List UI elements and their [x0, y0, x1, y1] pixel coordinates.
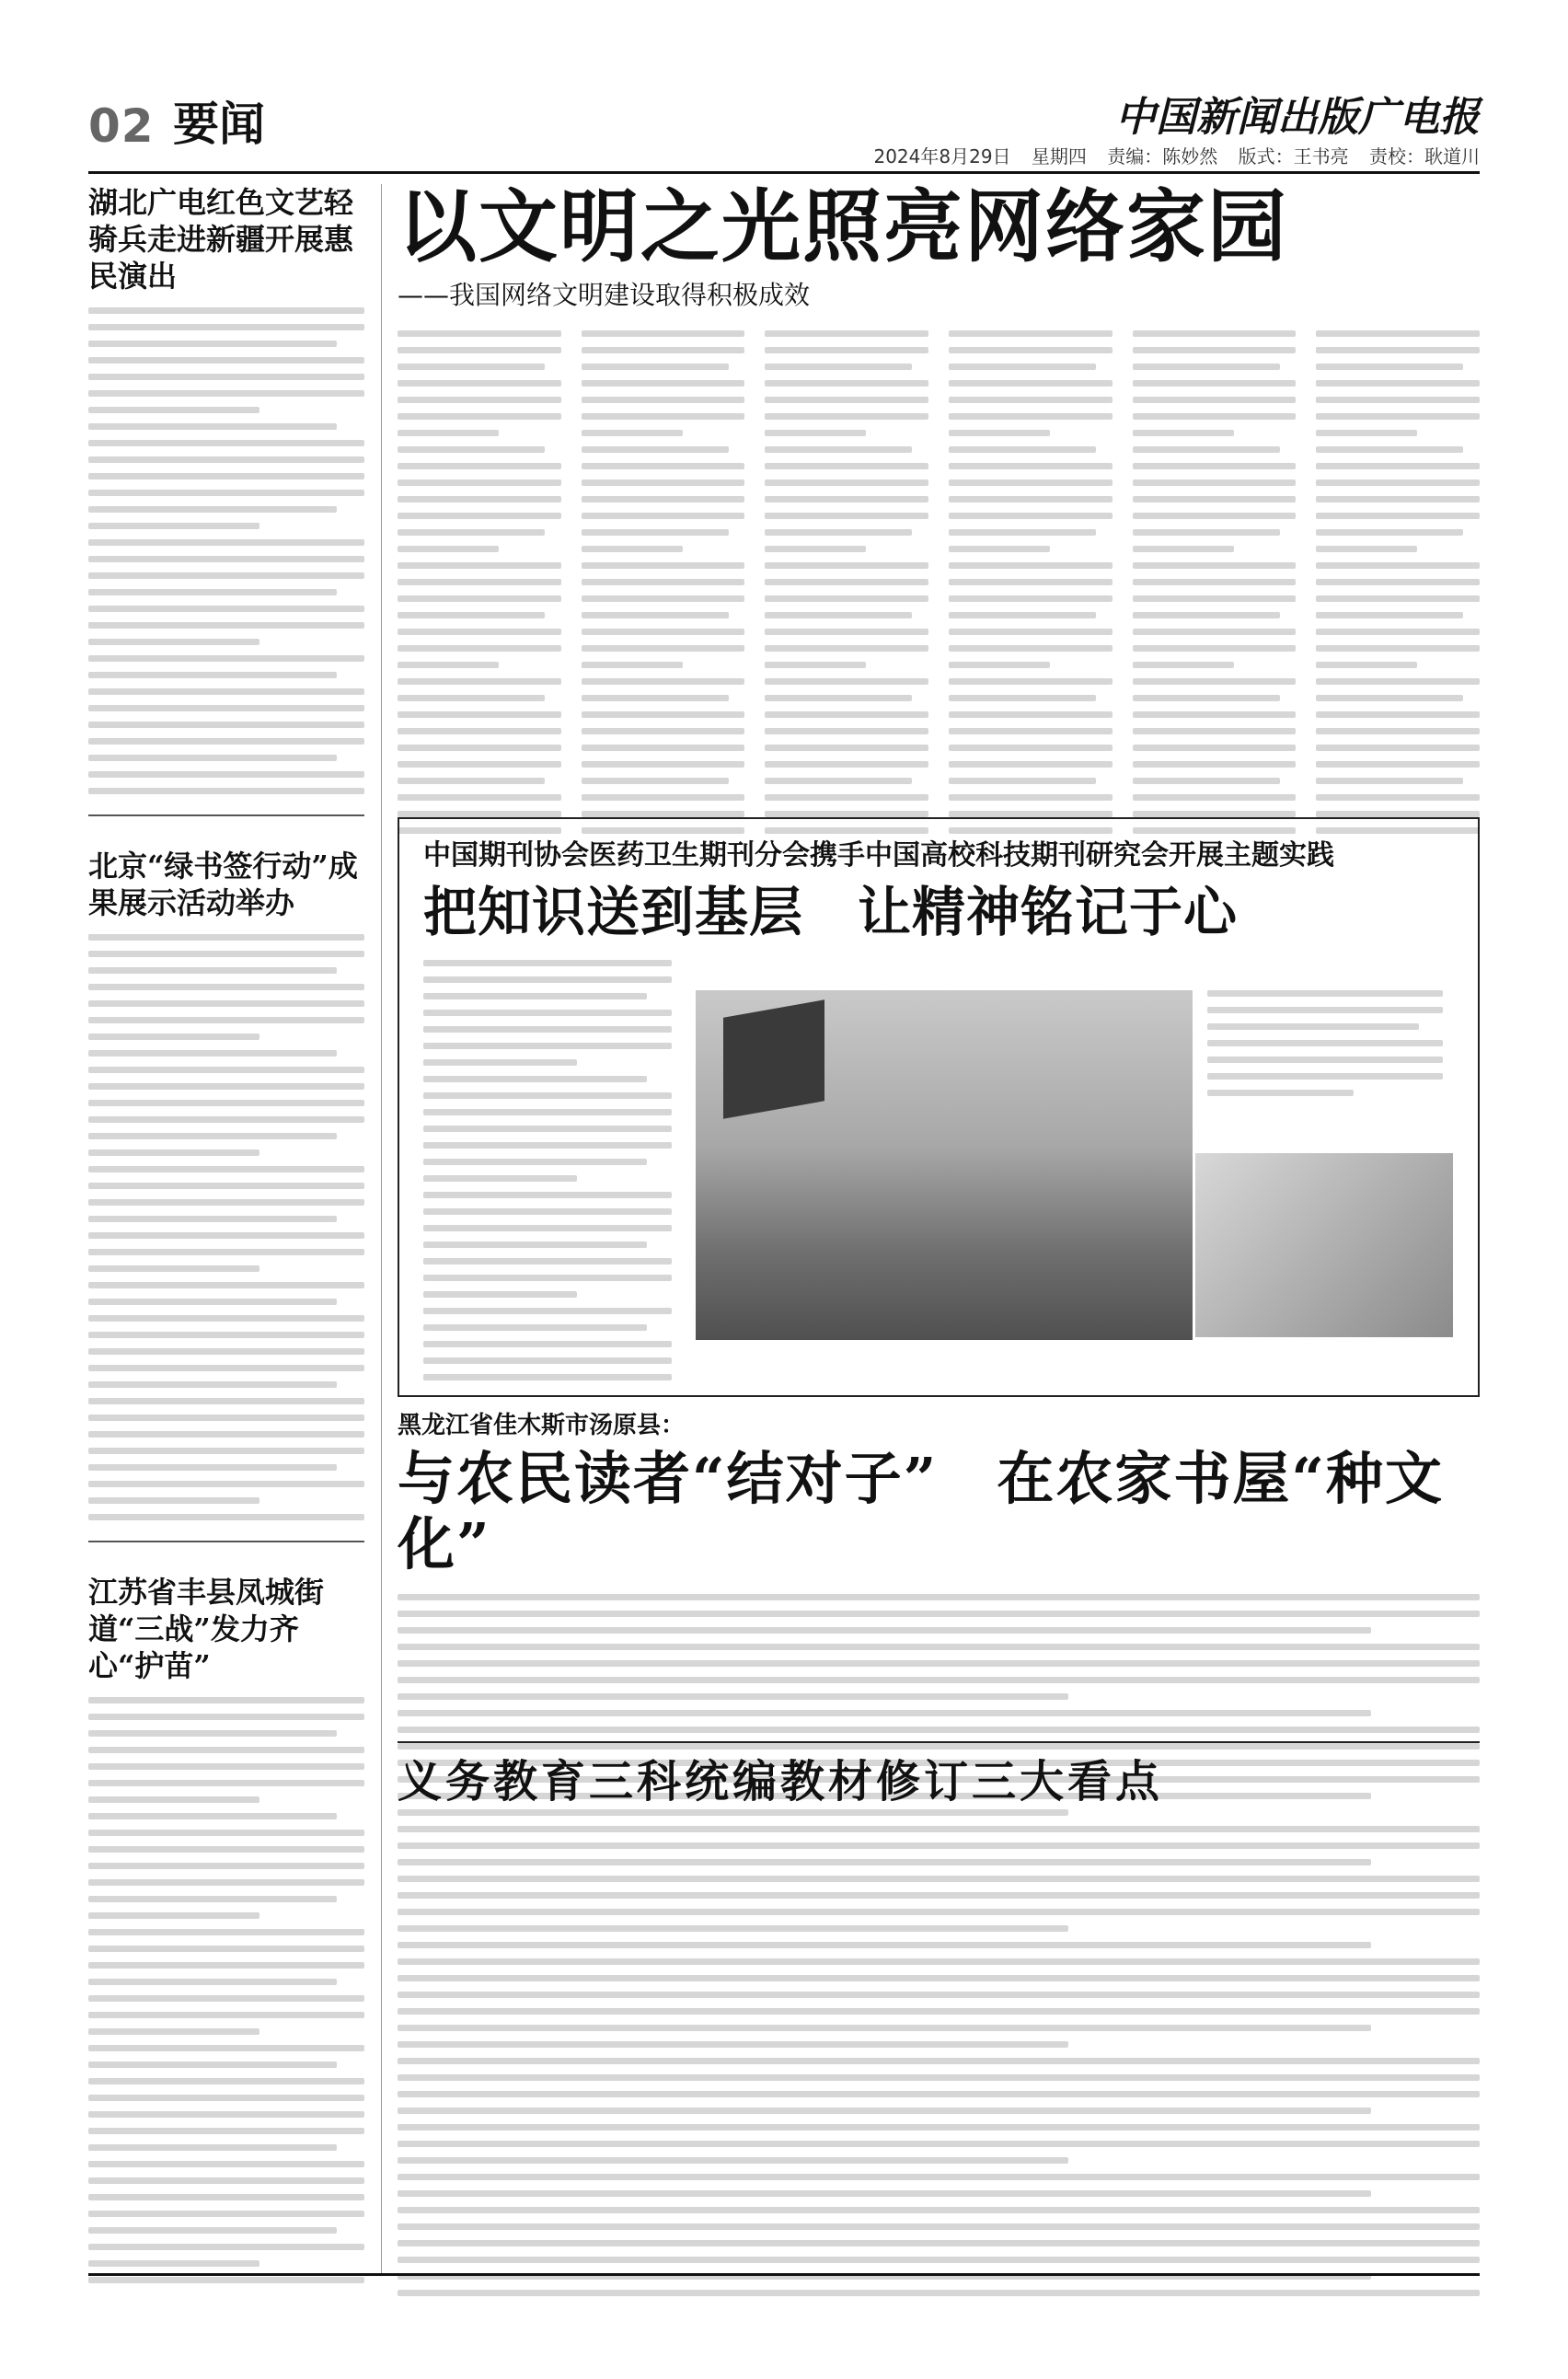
fourth-body: [398, 1826, 1480, 2296]
proofreader: 责校：耿道川: [1369, 145, 1480, 167]
flag-shape: [723, 999, 824, 1118]
photo-caption: [1207, 990, 1443, 1096]
section-name: 要闻: [173, 97, 265, 151]
editor: 责编：陈妙然: [1107, 145, 1218, 167]
lead-subtitle: ——我国网络文明建设取得积极成效: [398, 279, 811, 310]
fourth-title: 义务教育三科统编教材修订三大看点: [398, 1756, 1164, 1807]
story-body: [88, 1697, 364, 2283]
fourth-story: [398, 1756, 1480, 2296]
third-kicker: 黑龙江省佳木斯市汤原县：: [398, 1412, 686, 1439]
left-story: [88, 1574, 364, 2304]
photo-procession: [696, 990, 1193, 1340]
left-story: [88, 184, 364, 816]
issue-date: 2024年8月29日: [873, 145, 1011, 167]
page-number: 02: [88, 99, 155, 153]
lead-story: [398, 180, 1480, 834]
third-title: 与农民读者“结对子” 在农家书屋“种文化”: [398, 1445, 1444, 1578]
story-body: [88, 934, 364, 1520]
issue-weekday: 星期四: [1031, 145, 1087, 167]
paper-name: 中国新闻出版广电报: [1115, 94, 1480, 141]
left-story: [88, 848, 364, 1542]
column-rule: [381, 184, 382, 2273]
footer-rule: [88, 2273, 1480, 2276]
feature-title: 把知识送到基层 让精神铭记于心: [423, 881, 1239, 943]
story-title: 北京“绿书签行动”成果展示活动举办: [88, 849, 358, 920]
lead-title: 以文明之光照亮网络家园: [398, 180, 1288, 273]
lead-body: [398, 330, 1480, 834]
story-body: [88, 307, 364, 794]
feature-kicker: 中国期刊协会医药卫生期刊分会携手中国高校科技期刊研究会开展主题实践: [423, 839, 1334, 872]
issue-meta: [859, 147, 1480, 166]
story-title: 江苏省丰县凤城街道“三战”发力齐心“护苗”: [88, 1575, 325, 1683]
story-title: 湖北广电红色文艺轻骑兵走进新疆开展惠民演出: [88, 185, 354, 294]
left-column: [88, 184, 364, 2335]
designer: 版式：王书亮: [1238, 145, 1349, 167]
feature-body: [423, 960, 672, 1380]
feature-story: [398, 817, 1480, 1397]
masthead: [88, 88, 1480, 174]
section-rule: [398, 1741, 1480, 1743]
photo-inset: [1193, 1150, 1456, 1340]
